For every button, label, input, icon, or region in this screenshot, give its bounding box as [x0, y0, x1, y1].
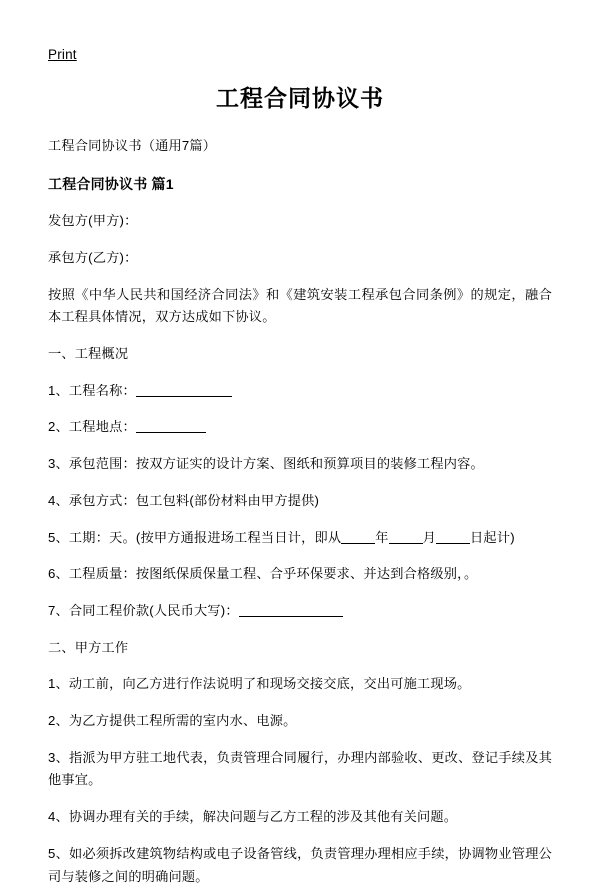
fill-blank-month[interactable] — [389, 529, 423, 543]
fill-blank-year[interactable] — [341, 529, 375, 543]
clause-item-7 — [48, 600, 552, 623]
preamble-paragraph: 按照《中华人民共和国经济合同法》和《建筑安装工程承包合同条例》的规定，融合本工程具体情况，双方达成如下协议。 — [48, 286, 552, 325]
clause-item-6: 6、工程质量：按图纸保质保量工程、合乎环保要求、并达到合格级别，。 — [48, 566, 478, 582]
clause-item-1 — [48, 380, 552, 403]
fill-blank-day[interactable] — [436, 529, 470, 543]
chapter-two-item-4: 4、协调办理有关的手续，解决问题与乙方工程的涉及其他有关问题。 — [48, 809, 458, 825]
document-subtitle: 工程合同协议书（通用7篇） — [48, 138, 217, 154]
chapter-two-item-3: 3、指派为甲方驻工地代表，负责管理合同履行，办理内部验收、更改、登记手续及其他事宜。 — [48, 749, 552, 788]
fill-blank[interactable] — [136, 419, 206, 433]
clause-item-4: 4、承包方式：包工包料(部份材料由甲方提供) — [48, 492, 320, 508]
chapter-two-item-2: 2、为乙方提供工程所需的室内水、电源。 — [48, 713, 297, 729]
clause-text: 2、工程地点： — [48, 419, 136, 435]
fill-blank[interactable] — [136, 383, 232, 397]
section-heading: 工程合同协议书 篇1 — [48, 176, 174, 193]
fill-blank[interactable] — [239, 603, 343, 617]
clause-text: 7、合同工程价款(人民币大写)： — [48, 602, 239, 618]
clause-text: 1、工程名称： — [48, 382, 136, 398]
print-button[interactable]: Print — [48, 47, 77, 62]
page-title: 工程合同协议书 — [216, 84, 384, 111]
clause-item-3: 3、承包范围：按双方证实的设计方案、图纸和预算项目的装修工程内容。 — [48, 456, 484, 472]
unit-year: 年 — [375, 529, 389, 545]
unit-month: 月 — [422, 529, 437, 545]
party-b-line: 承包方(乙方)： — [48, 249, 138, 265]
chapter-two-heading: 二、甲方工作 — [48, 639, 129, 655]
clause-item-5 — [48, 527, 552, 550]
clause-text: 5、工期：天。(按甲方通报进场工程当日计，即从 — [48, 529, 342, 545]
chapter-one-heading: 一、工程概况 — [48, 345, 129, 361]
clause-item-2 — [48, 416, 552, 439]
chapter-two-item-1: 1、动工前，向乙方进行作法说明了和现场交接交底，交出可施工现场。 — [48, 676, 471, 692]
chapter-two-item-5: 5、如必须拆改建筑物结构或电子设备管线，负责管理办理相应手续，协调物业管理公司与装修之间的明确问题。 — [48, 845, 552, 884]
party-a-line: 发包方(甲方)： — [48, 213, 138, 229]
clause-suffix: 日起计) — [470, 529, 515, 545]
